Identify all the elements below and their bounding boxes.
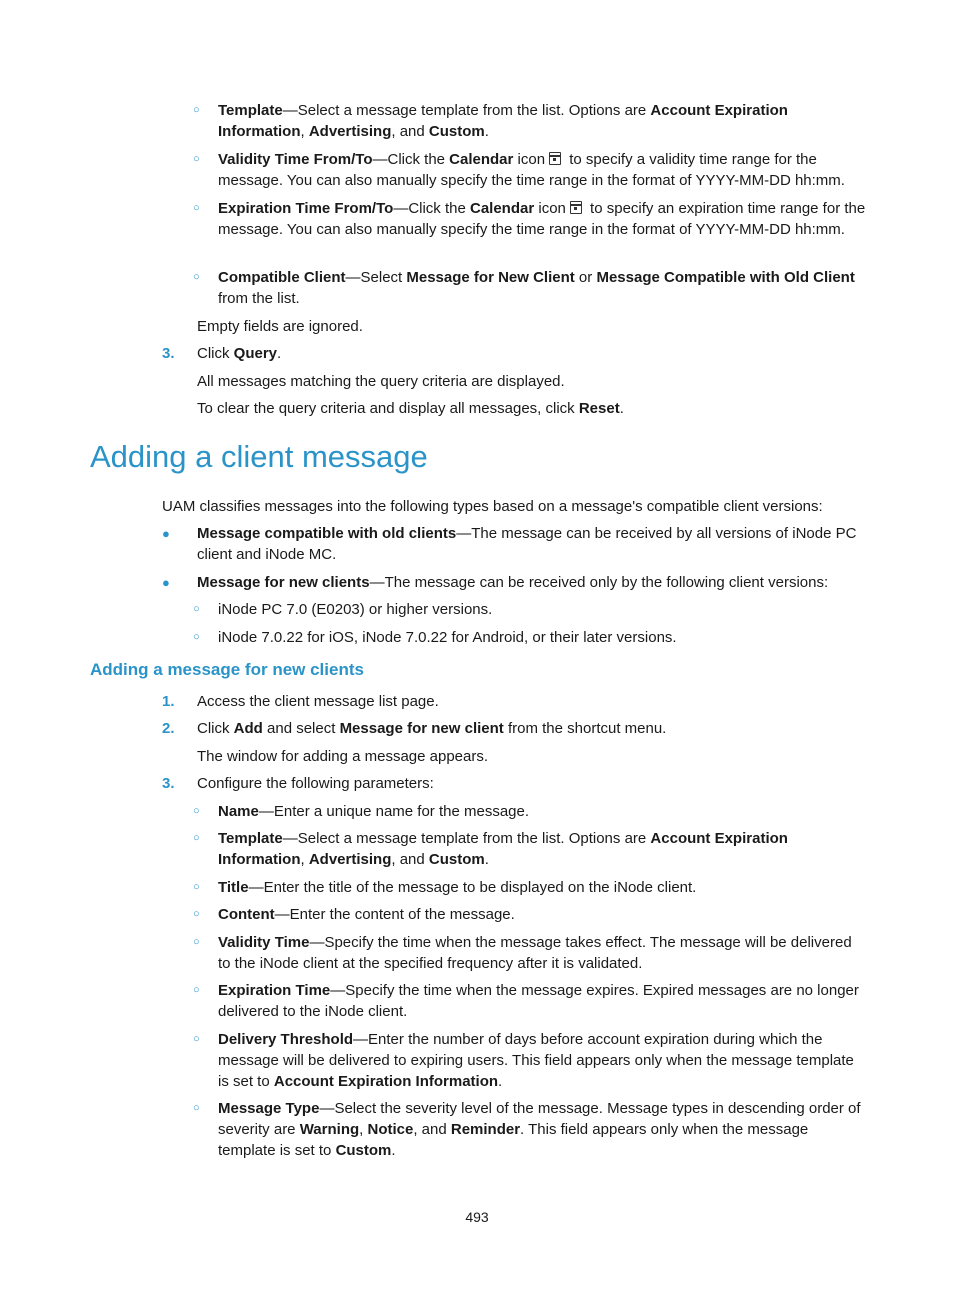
- list-marker: ○: [193, 908, 200, 920]
- list-marker: ○: [193, 805, 200, 817]
- reset-note: To clear the query criteria and display all messages, click Reset.: [197, 400, 624, 417]
- list-marker: ○: [193, 153, 200, 165]
- param-name: Name—Enter a unique name for the message.: [218, 803, 530, 820]
- template-option-item: Template—Select a message template from the list. Options are Account Expiration Information, Advertising, and Custom.: [218, 102, 788, 140]
- intro-paragraph: UAM classifies messages into the following types based on a message's compatible client versions:: [162, 498, 823, 515]
- list-marker: ○: [193, 832, 200, 844]
- step-click-add: Click Add and select Message for new client from the shortcut menu.: [197, 720, 667, 737]
- list-marker: ○: [193, 603, 200, 615]
- list-marker: ○: [193, 1102, 200, 1114]
- list-marker: ○: [193, 104, 200, 116]
- param-message-type: Message Type—Select the severity level of the message. Message types in descending order of severity are Warning, Notice, and Reminder. This field appears only when the message template is set to Custom.: [218, 1100, 861, 1159]
- bullet-marker: ●: [162, 526, 170, 541]
- bullet-marker: ●: [162, 575, 170, 590]
- section-heading: Adding a client message: [90, 439, 428, 474]
- step-number: 2.: [162, 720, 175, 737]
- compatible-client-item: Compatible Client—Select Message for New Client or Message Compatible with Old Client from the list.: [218, 269, 855, 307]
- calendar-icon: [570, 201, 582, 214]
- step-access-list: Access the client message list page.: [197, 693, 439, 710]
- list-marker: ○: [193, 936, 200, 948]
- param-delivery-threshold: Delivery Threshold—Enter the number of days before account expiration during which the message will be delivered to expiring users. This field appears only when the message template is set to Account Expiration Information.: [218, 1031, 854, 1090]
- step-configure: Configure the following parameters:: [197, 775, 434, 792]
- param-validity-time: Validity Time—Specify the time when the message takes effect. The message will be delivered to the iNode client at the specified frequency after it is validated.: [218, 934, 852, 972]
- step-number: 1.: [162, 693, 175, 710]
- param-template: Template—Select a message template from the list. Options are Account Expiration Information, Advertising, and Custom.: [218, 830, 788, 868]
- bullet-new-clients: Message for new clients—The message can be received only by the following client versions:: [197, 574, 829, 591]
- version-item: iNode 7.0.22 for iOS, iNode 7.0.22 for Android, or their later versions.: [218, 629, 677, 646]
- version-item: iNode PC 7.0 (E0203) or higher versions.: [218, 601, 493, 618]
- step-number: 3.: [162, 345, 175, 362]
- window-note: The window for adding a message appears.: [197, 748, 489, 765]
- empty-fields-note: Empty fields are ignored.: [197, 318, 363, 335]
- list-marker: ○: [193, 881, 200, 893]
- subsection-heading: Adding a message for new clients: [90, 660, 364, 679]
- query-result-note: All messages matching the query criteria are displayed.: [197, 373, 565, 390]
- list-marker: ○: [193, 631, 200, 643]
- bullet-old-clients: Message compatible with old clients—The message can be received by all versions of iNode PC client and iNode MC.: [197, 525, 857, 563]
- step-click-query: Click Query.: [197, 345, 282, 362]
- expiration-time-item: Expiration Time From/To—Click the Calendar icon to specify an expiration time range for the message. You can also manually specify the time range in the format of YYYY-MM-DD hh:mm.: [218, 200, 866, 238]
- list-marker: ○: [193, 271, 200, 283]
- param-title: Title—Enter the title of the message to be displayed on the iNode client.: [218, 879, 697, 896]
- list-marker: ○: [193, 984, 200, 996]
- page-number: 493: [465, 1209, 489, 1225]
- validity-time-item: Validity Time From/To—Click the Calendar icon to specify a validity time range for the message. You can also manually specify the time range in the format of YYYY-MM-DD hh:mm.: [218, 151, 845, 189]
- param-content: Content—Enter the content of the message.: [218, 906, 515, 923]
- list-marker: ○: [193, 1033, 200, 1045]
- param-expiration-time: Expiration Time—Specify the time when the message expires. Expired messages are no longer delivered to the iNode client.: [218, 982, 859, 1020]
- step-number: 3.: [162, 775, 175, 792]
- calendar-icon: [549, 152, 561, 165]
- list-marker: ○: [193, 202, 200, 214]
